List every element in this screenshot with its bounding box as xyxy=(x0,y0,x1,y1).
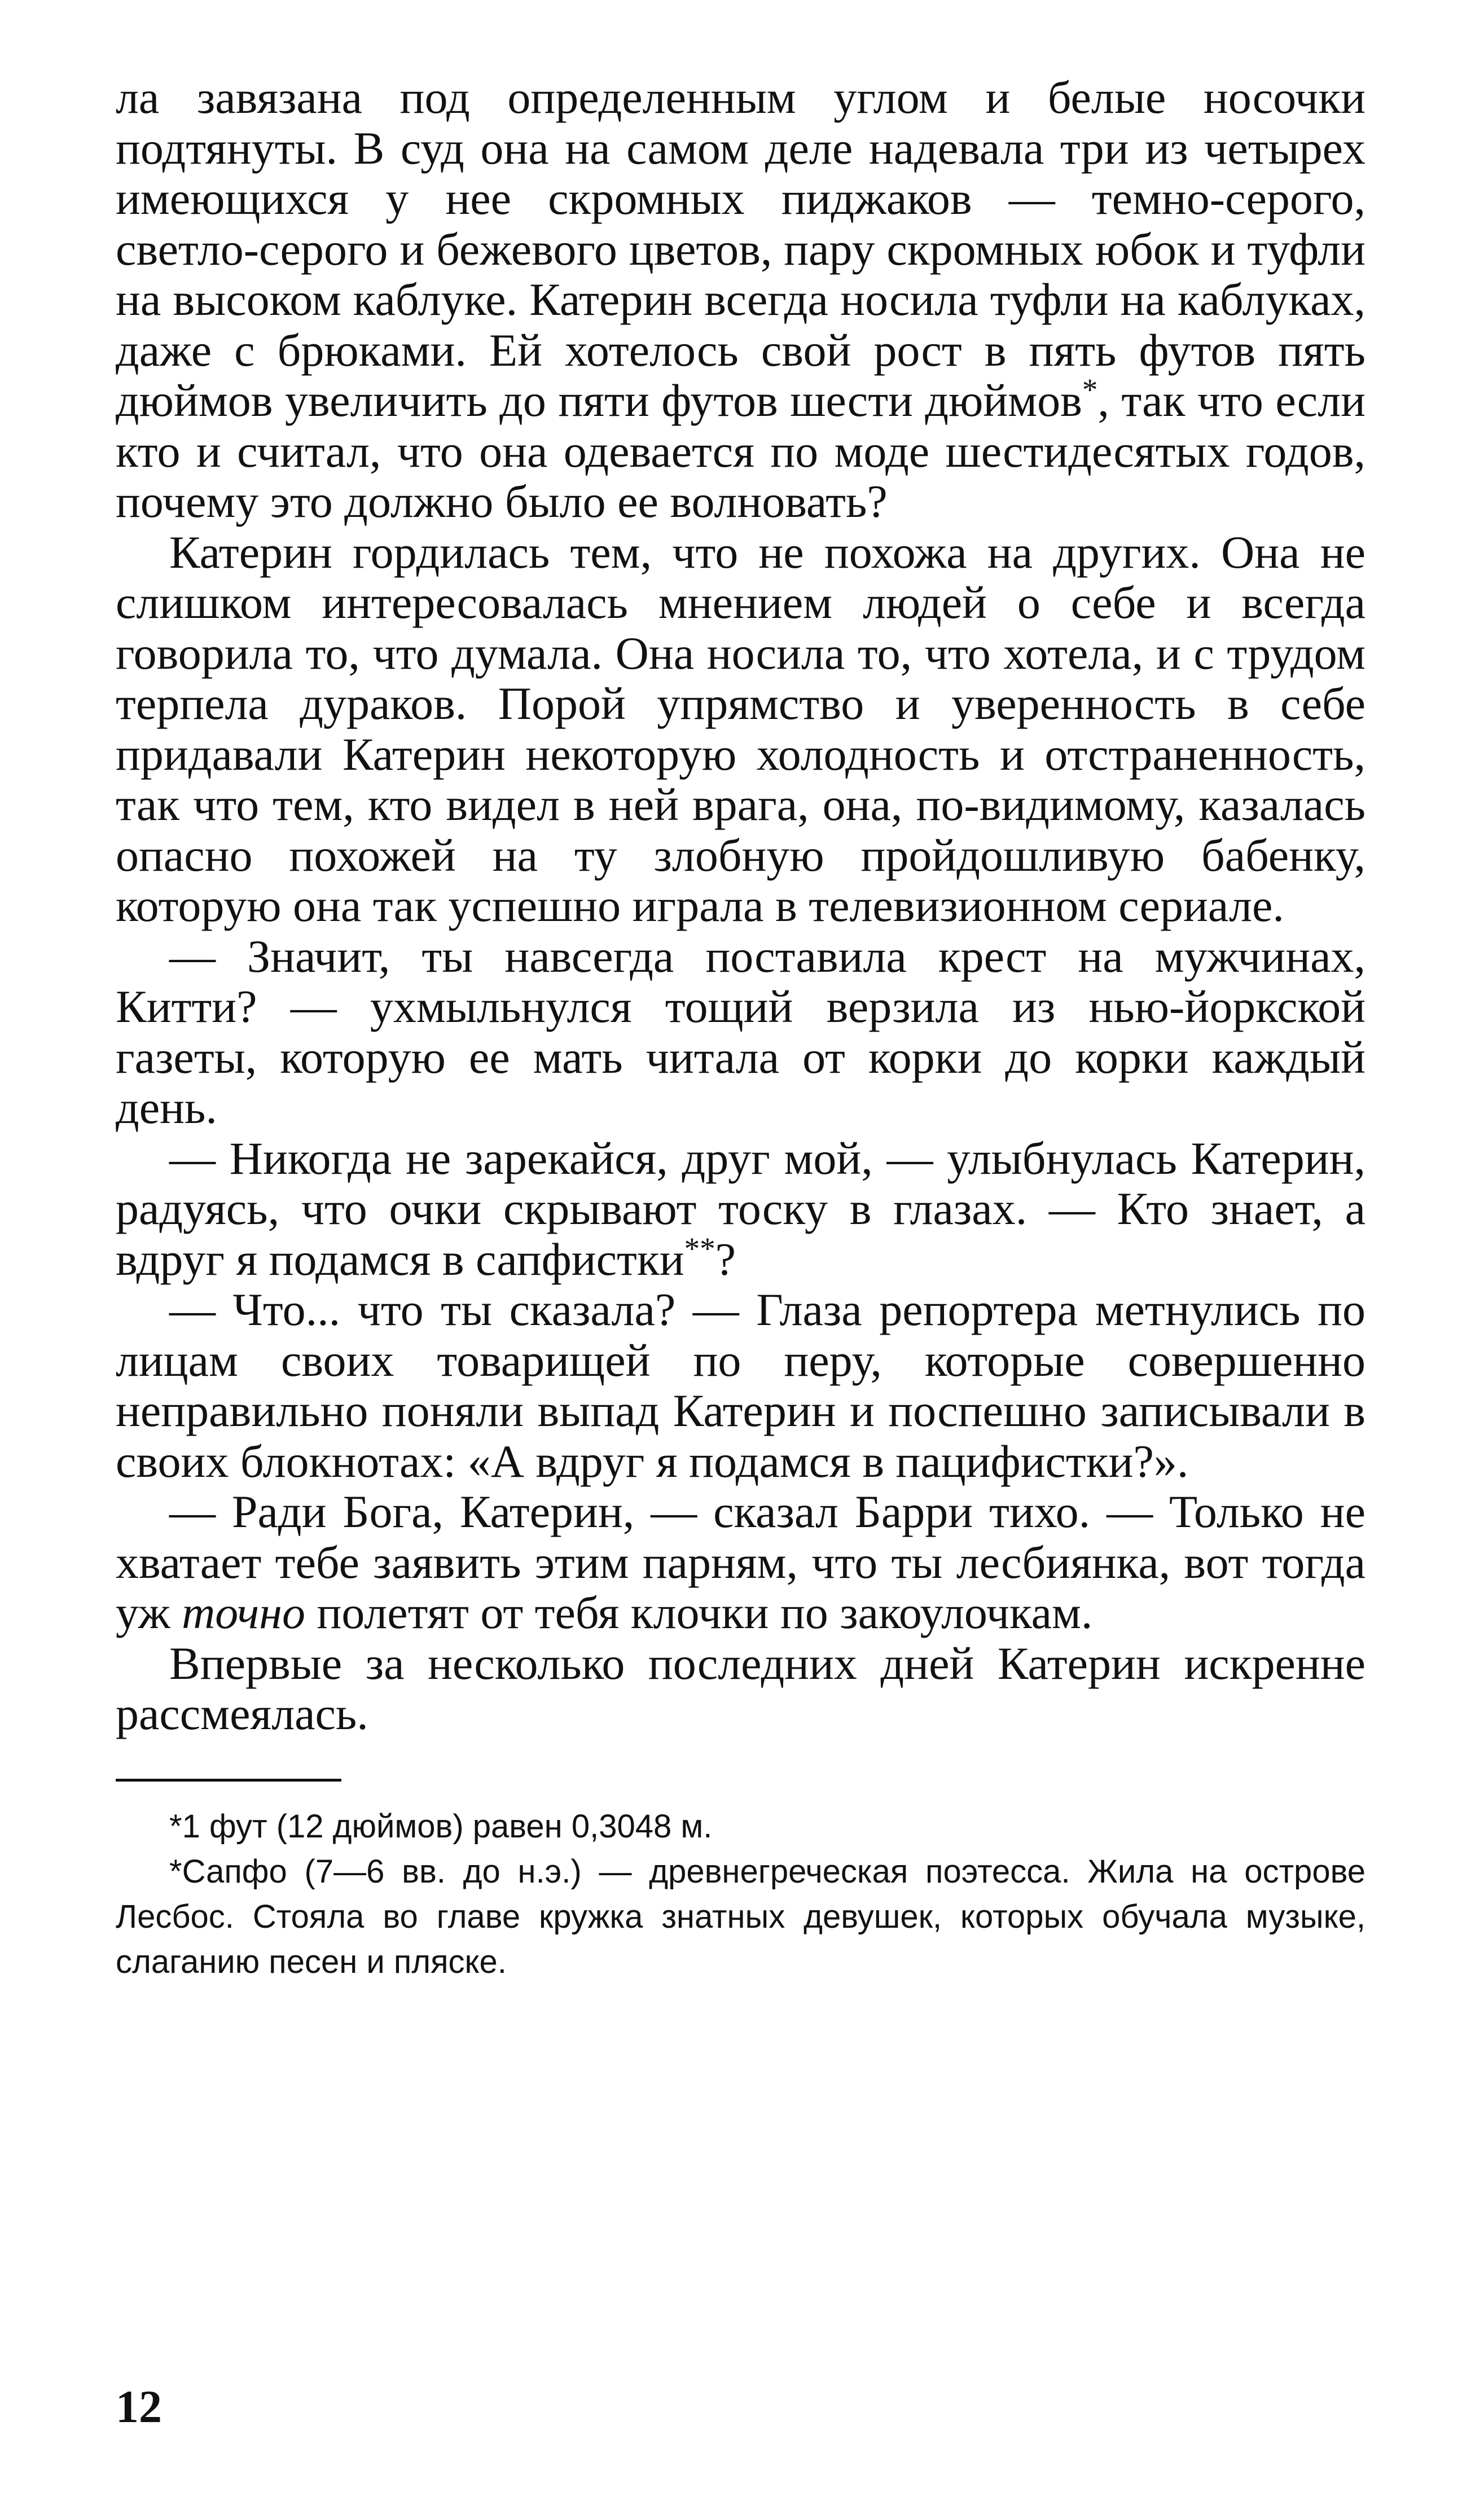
footnote-1: *1 фут (12 дюймов) равен 0,3048 м. xyxy=(169,1808,713,1845)
paragraph-4-text: — Никогда не зарекайся, друг мой, — улыбнулась Катерин, радуясь, что очки скрывают тоску в глазах. — Кто знает, а вдруг я подамся в сапфистки xyxy=(116,1132,1366,1285)
emphasized-word: точно xyxy=(182,1587,305,1638)
paragraph-2: Катерин гордилась тем, что не похожа на других. Она не слишком интересовалась мнением людей о себе и всегда говорила то, что думала. Она носила то, что хотела, и с трудом терпела дураков. Порой упрямство и уверенность в себе придавали Катерин некоторую холодность и отстраненность, так что тем, кто видел в ней врага, она, по-видимому, казалась опасно похожей на ту злобную пройдошливую бабенку, которую она так успешно играла в телевизионном сериале. xyxy=(116,526,1366,931)
paragraph-4-continuation: ? xyxy=(715,1233,736,1285)
footnote-2: *Сапфо (7—6 вв. до н.э.) — древнегреческая поэтесса. Жила на острове Лесбос. Стояла во главе кружка знатных девушек, которых обучала музыке, слаганию песен и пляске. xyxy=(116,1853,1366,1980)
paragraph-6 xyxy=(116,1486,1366,1638)
footnote-marker-1: * xyxy=(1082,372,1098,407)
paragraph-7: Впервые за несколько последних дней Катерин искренне рассмеялась. xyxy=(116,1637,1366,1739)
footnotes xyxy=(116,1804,1366,1985)
footnote-divider xyxy=(116,1779,341,1782)
page-number: 12 xyxy=(116,2381,162,2432)
paragraph-6-text: — Ради Бога, Катерин, — сказал Барри тихо. — Только не хватает тебе заявить этим парням, что ты лесбиянка, вот тогда уж xyxy=(116,1486,1366,1638)
paragraph-1-continuation: , так что если кто и считал, что она одевается по моде шестидесятых годов, почему это должно было ее волновать? xyxy=(116,375,1366,527)
paragraph-1 xyxy=(116,72,1366,527)
paragraph-3: — Значит, ты навсегда поставила крест на мужчинах, Китти? — ухмыльнулся тощий верзила из нью-йоркской газеты, которую ее мать читала от корки до корки каждый день. xyxy=(116,930,1366,1133)
book-page xyxy=(116,72,1366,1985)
paragraph-1-text: ла завязана под определенным углом и белые носочки подтянуты. В суд она на самом деле надевала три из четырех имеющихся у нее скромных пиджаков — темно-серого, светло-серого и бежевого цветов, пару скромных юбок и туфли на высоком каблуке. Катерин всегда носила туфли на каблуках, даже с брюками. Ей хотелось свой рост в пять футов пять дюймов увеличить до пяти футов шести дюймов xyxy=(116,72,1366,426)
paragraph-4 xyxy=(116,1133,1366,1285)
main-text xyxy=(116,72,1366,1739)
footnote-marker-2: ** xyxy=(684,1231,715,1266)
paragraph-6-continuation: полетят от тебя клочки по закоулочкам. xyxy=(305,1587,1093,1638)
paragraph-5: — Что... что ты сказала? — Глаза репортера метнулись по лицам своих товарищей по перу, которые совершенно неправильно поняли выпад Катерин и поспешно записывали в своих блокнотах: «А вдруг я подамся в пацифистки?». xyxy=(116,1284,1366,1487)
